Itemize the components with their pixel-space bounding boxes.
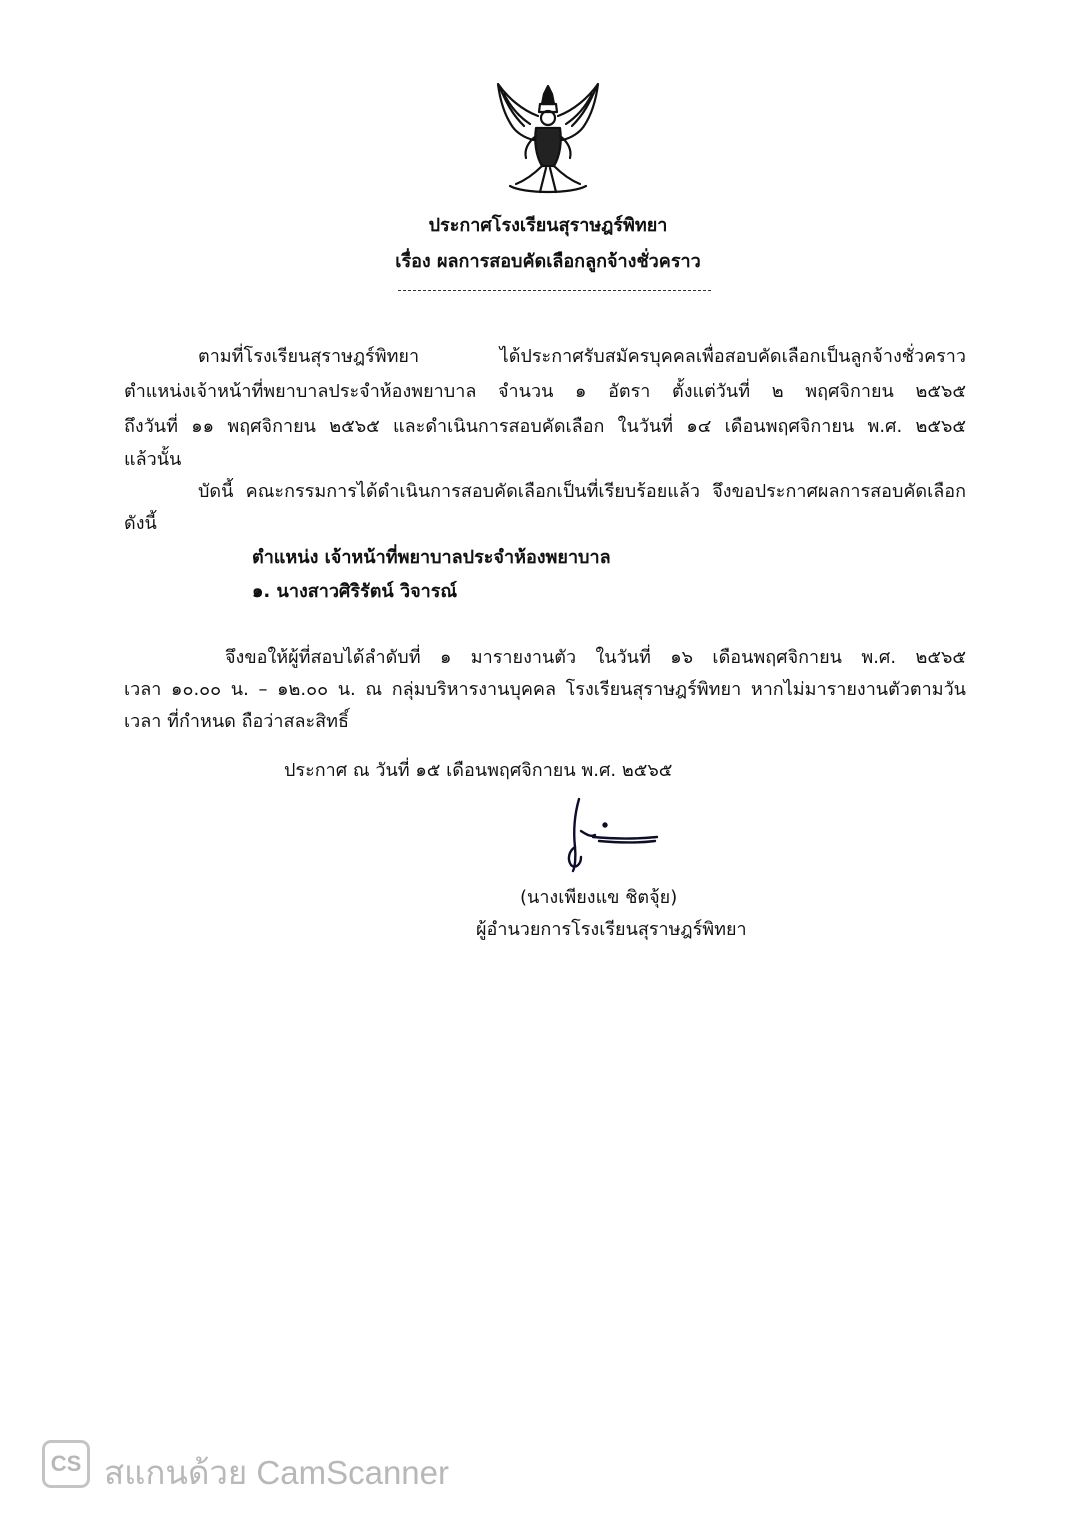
announcement-subject: เรื่อง ผลการสอบคัดเลือกลูกจ้างชั่วคราว (395, 251, 701, 272)
signatory-name: (นางเพียงแข ชิตจุ้ย) (520, 887, 678, 908)
para2-line2: ดังนี้ (124, 513, 157, 534)
announcement-title: ประกาศโรงเรียนสุราษฎร์พิทยา (428, 215, 668, 236)
para1-line4: แล้วนั้น (124, 449, 182, 470)
camscanner-watermark: สแกนด้วย CamScanner (104, 1454, 450, 1491)
position-heading: ตำแหน่ง เจ้าหน้าที่พยาบาลประจำห้องพยาบาล (252, 547, 611, 568)
para2-line1: บัดนี้ คณะกรรมการได้ดำเนินการสอบคัดเลือกเป็นที่เรียบร้อยแล้ว จึงขอประกาศผลการสอบคัดเลือก (198, 481, 966, 502)
selected-candidate: ๑. นางสาวศิริรัตน์ วิจารณ์ (252, 581, 458, 602)
signatory-title: ผู้อำนวยการโรงเรียนสุราษฎร์พิทยา (476, 919, 747, 940)
para1-line2: ตำแหน่งเจ้าหน้าที่พยาบาลประจำห้องพยาบาล จำนวน ๑ อัตรา ตั้งแต่วันที่ ๒ พฤศจิกายน ๒๕๖๕ (124, 381, 966, 402)
garuda-emblem-icon (490, 80, 606, 198)
announcement-date: ประกาศ ณ วันที่ ๑๕ เดือนพฤศจิกายน พ.ศ. ๒๕๖๕ (284, 760, 673, 781)
para3-line1: จึงขอให้ผู้ที่สอบได้ลำดับที่ ๑ มารายงานตัว ในวันที่ ๑๖ เดือนพฤศจิกายน พ.ศ. ๒๕๖๕ (225, 647, 966, 668)
signature (565, 795, 665, 875)
title-divider (398, 290, 711, 291)
camscanner-logo-icon: CS (42, 1440, 90, 1488)
para3-line2: เวลา ๑๐.๐๐ น. – ๑๒.๐๐ น. ณ กลุ่มบริหารงานบุคคล โรงเรียนสุราษฎร์พิทยา หากไม่มารายงานตัวตามวัน (124, 679, 966, 700)
para3-line3: เวลา ที่กำหนด ถือว่าสละสิทธิ์ (124, 711, 350, 732)
para1-line3: ถึงวันที่ ๑๑ พฤศจิกายน ๒๕๖๕ และดำเนินการสอบคัดเลือก ในวันที่ ๑๔ เดือนพฤศจิกายน พ.ศ. ๒๕๖๕ (124, 416, 966, 437)
para1-line1: ตามที่โรงเรียนสุราษฎร์พิทยา ได้ประกาศรับสมัครบุคคลเพื่อสอบคัดเลือกเป็นลูกจ้างชั่วคราว (198, 346, 966, 367)
